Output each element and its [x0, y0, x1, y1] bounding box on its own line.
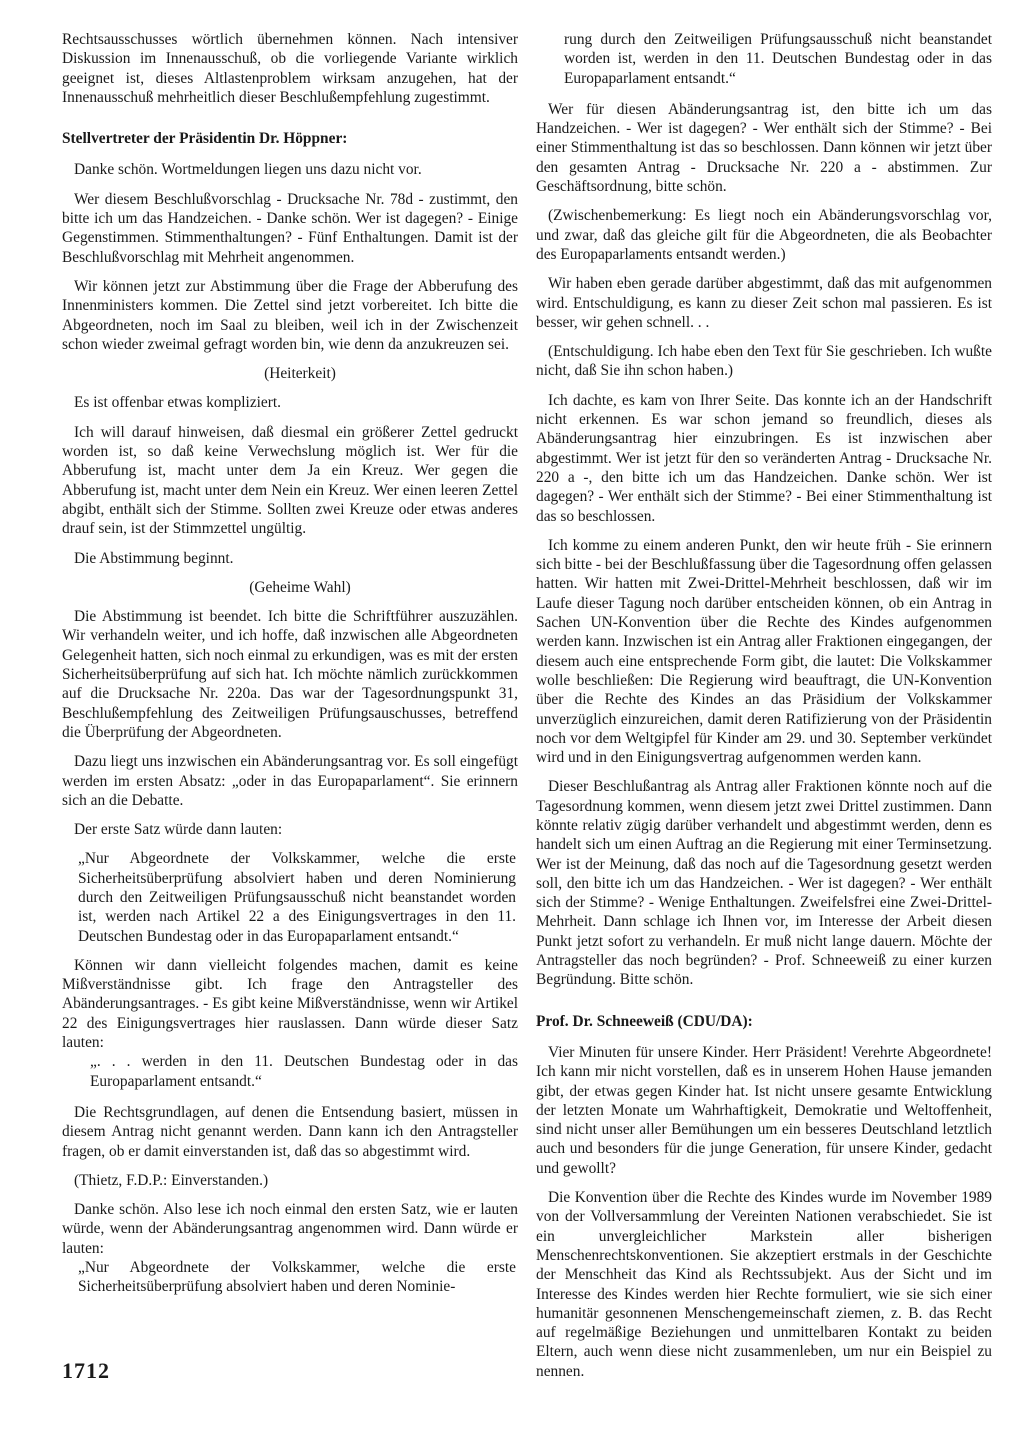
paragraph: Ich komme zu einem anderen Punkt, den wir heute früh - Sie erinnern sich bitte - bei der Beschlußfassung über die Tagesordnung offen gelassen hatten. Wir hatten mit Zwei-Drittel-Mehrheit beschlossen, daß wir im Laufe dieser Tagung noch darüber entscheiden können, ob ein Antrag in Sachen UN-Konvention über die Rechte des Kindes aufgenommen werden kann. Inzwischen ist ein Antrag aller Fraktionen eingegangen, der diesem auch eine entsprechende Form gibt, die lautet: Die Volkskammer wolle beschließen: Die Regierung wird beauftragt, die UN-Konvention über die Rechte des Kindes an das Präsidium der Volkskammer unverzüglich einzureichen, damit deren Ratifizierung von der Präsidentin noch vor dem Weltgipfel für Kinder am 29. und 30. September verkündet wird und in den Einigungsvertrag aufgenommen werden kann. — [536, 536, 992, 767]
page-number: 1712 — [62, 1358, 110, 1383]
paragraph: Die Abstimmung ist beendet. Ich bitte die Schriftführer auszuzählen. Wir verhandeln weiter, und ich hoffe, daß inzwischen alle Abgeordneten Gelegenheit hatten, sich noch einmal zu erkundigen, was es mit der ersten Sicherheitsüberprüfung auf sich hat. Ich möchte nämlich zurückkommen auf die Drucksache Nr. 220a. Das war der Tagesordnungspunkt 31, Beschlußempfehlung des Zeitweiligen Prüfungsauschusses, betreffend die Überprüfung der Abgeordneten. — [62, 608, 519, 741]
quote-block: „Nur Abgeordnete der Volkskammer, welche die erste Sicherheitsüberprüfung absolviert haben und deren Nominie- — [78, 1259, 516, 1296]
paragraph: Die Abstimmung beginnt. — [74, 549, 234, 567]
interjection: (Zwischenbemerkung: Es liegt noch ein Abänderungsvorschlag vor, und zwar, daß das gleiche gilt für die Abgeordneten, die als Beobachter des Europaparlaments entsandt werden.) — [536, 207, 992, 263]
left-column — [62, 30, 518, 1307]
stage-direction: (Geheime Wahl) — [249, 578, 351, 596]
paragraph: Ich dachte, es kam von Ihrer Seite. Das konnte ich an der Handschrift nicht erkennen. Es war schon jemand so freundlich, dieses als Abänderungsantrag hier einzubringen. Es ist inzwischen aber abgestimmt. Wer ist jetzt für den so veränderten Antrag - Drucksache Nr. 220 a -, den bitte ich um das Handzeichen. Danke schön. Wer ist dagegen? - Wer enthält sich der Stimme? - Bei einer Stimmenthaltung ist das so beschlossen. — [536, 391, 992, 525]
paragraph: Dazu liegt uns inzwischen ein Abänderungsantrag vor. Es soll eingefügt werden im ersten Absatz: „oder in das Europaparlament“. Sie erinnern sich an die Debatte. — [62, 753, 518, 809]
right-column — [536, 30, 992, 1391]
quote-block: rung durch den Zeitweiligen Prüfungsausschuß nicht beanstandet worden ist, werden in den 11. Deutschen Bundestag oder in das Europaparlament entsandt.“ — [564, 31, 992, 87]
paragraph: Wir können jetzt zur Abstimmung über die Frage der Abberufung des Innenministers kommen. Die Zettel sind jetzt vorbereitet. Ich bitte die Abgeordneten, noch im Saal zu bleiben, weil ich in der Zwischenzeit schon wieder zweimal gefragt worden bin, wie denn da anzukreuzen sei. — [62, 277, 518, 353]
interjection: (Entschuldigung. Ich habe eben den Text für Sie geschrieben. Ich wußte nicht, daß Sie ihn schon haben.) — [536, 343, 992, 380]
quote-block: „. . . werden in den 11. Deutschen Bundestag oder in das Europaparlament entsandt.“ — [90, 1053, 518, 1090]
paragraph: Wir haben eben gerade darüber abgestimmt, daß das mit aufgenommen wird. Entschuldigung, es kann zu dieser Zeit schon mal passieren. Es ist besser, wir gehen schnell. . . — [536, 275, 992, 331]
paragraph: Der erste Satz würde dann lauten: — [74, 821, 283, 839]
paragraph: Danke schön. Wortmeldungen liegen uns dazu nicht vor. — [74, 161, 422, 179]
paragraph: Können wir dann vielleicht folgendes machen, damit es keine Mißverständnisse gibt. Ich frage den Antragsteller des Abänderungsantrages. - Es gibt keine Mißverständnisse, wenn wir Artikel 22 des Einigungsvertrages hier rauslassen. Dann würde dieser Satz lauten: — [62, 956, 518, 1052]
paragraph: Vier Minuten für unsere Kinder. Herr Präsident! Verehrte Abgeordnete! Ich kann mir nicht vorstellen, daß es in unserem Hohen Hause jemanden gibt, der etwas gegen Kinder hat. Ist nicht unsere gesamte Entwicklung der letzten Monate um Wahrhaftigkeit, Demokratie und Weltoffenheit, sind nicht unser aller Bemühungen um ein besseres Deutschland letztlich auch und besonders für die junge Generation, für unsere Kinder, gedacht und gewollt? — [536, 1043, 992, 1177]
paragraph: Ich will darauf hinweisen, daß diesmal ein größerer Zettel gedruckt worden ist, so daß keine Verwechslung möglich ist. Wer für die Abberufung ist, macht unter dem Ja ein Kreuz. Wer gegen die Abberufung ist, macht unter dem Nein ein Kreuz. Wer einen leeren Zettel abgibt, enthält sich der Stimme. Sollten zwei Kreuze oder etwas anderes drauf sein, ist der Stimmzettel ungültig. — [62, 423, 518, 538]
paragraph: Rechtsausschusses wörtlich übernehmen können. Nach intensiver Diskussion im Innenausschuß, ob die vorliegende Variante wirklich geeignet ist, dieses Altlastenproblem wirksam anzugehen, hat der Innenausschuß mehrheitlich dieser Beschlußempfehlung zugestimmt. — [62, 31, 518, 106]
paragraph: Wer diesem Beschlußvorschlag - Drucksache Nr. 78d - zustimmt, den bitte ich um das Handzeichen. - Danke schön. Wer ist dagegen? - Einige Gegenstimmen. Stimmenthaltungen? - Fünf Enthaltungen. Damit ist der Beschlußvorschlag mit Mehrheit angenommen. — [62, 190, 518, 266]
speaker-heading: Prof. Dr. Schneeweiß (CDU/DA): — [536, 1012, 753, 1030]
interjection: (Thietz, F.D.P.: Einverstanden.) — [74, 1171, 269, 1189]
quote-block: „Nur Abgeordnete der Volkskammer, welche die erste Sicherheitsüberprüfung absolviert haben und deren Nominierung durch den Zeitweiligen Prüfungsausschuß nicht beanstandet worden ist, werden nach Artikel 22 a des Einigungsvertrages in den 11. Deutschen Bundestag oder in das Europaparlament entsandt.“ — [78, 850, 516, 945]
paragraph: Die Rechtsgrundlagen, auf denen die Entsendung basiert, müssen in diesem Antrag nicht genannt werden. Dann kann ich den Antragsteller fragen, ob er damit einverstanden ist, daß das so abgestimmt wird. — [62, 1103, 518, 1160]
paragraph: Wer für diesen Abänderungsantrag ist, den bitte ich um das Handzeichen. - Wer ist dagegen? - Wer enthält sich der Stimme? - Bei einer Stimmenthaltung ist das so beschlossen. Dann können wir jetzt über den gesamten Antrag - Drucksache Nr. 220 a - abstimmen. Zur Geschäftsordnung, bitte schön. — [536, 100, 992, 196]
speaker-heading: Stellvertreter der Präsidentin Dr. Höppner: — [62, 130, 348, 148]
paragraph: Es ist offenbar etwas kompliziert. — [74, 394, 282, 412]
paragraph: Danke schön. Also lese ich noch einmal den ersten Satz, wie er lauten würde, wenn der Abänderungsantrag angenommen wird. Dann würde er lauten: — [62, 1201, 518, 1257]
stage-direction: (Heiterkeit) — [264, 365, 336, 383]
paragraph: Dieser Beschlußantrag als Antrag aller Fraktionen könnte noch auf die Tagesordnung kommen, wenn diesem jetzt zwei Drittel zustimmen. Dann könnte relativ zügig darüber verhandelt und abgestimmt werden, denn es handelt sich um einen Auftrag an die Regierung mit einer Terminsetzung. Wer ist der Meinung, daß das noch auf die Tagesordnung gesetzt werden soll, den bitte ich um das Handzeichen. - Wer ist dagegen? - Wer enthält sich der Stimme? - Wenige Enthaltungen. Zweifelsfrei eine Zwei-Drittel-Mehrheit. Dann schlage ich Ihnen vor, im Interesse der Arbeit diesen Punkt jetzt sofort zu verhandeln. Er muß nicht lange dauern. Möchte der Antragsteller das noch begründen? - Prof. Schneeweiß zu einer kurzen Begründung. Bitte schön. — [536, 778, 992, 989]
paragraph: Die Konvention über die Rechte des Kindes wurde im November 1989 von der Vollversammlung der Vereinten Nationen verabschiedet. Sie ist ein unvergleichlicher Markstein aller bisherigen Menschenrechtskonventionen. Sie akzeptiert erstmals in der Geschichte der Menschheit das Kind als Rechtssubjekt. Aus der Sicht und im Interesse des Kindes werden hier Rechte formuliert, wie sie sich einer humanitär gesonnenen Menschengemeinschaft ziemen, z. B. das Recht auf regelmäßige Beziehungen und unmittelbaren Kontakt zu beiden Eltern, auch wenn diese nicht zusammenleben, um nur ein Beispiel zu nennen. — [536, 1189, 992, 1380]
